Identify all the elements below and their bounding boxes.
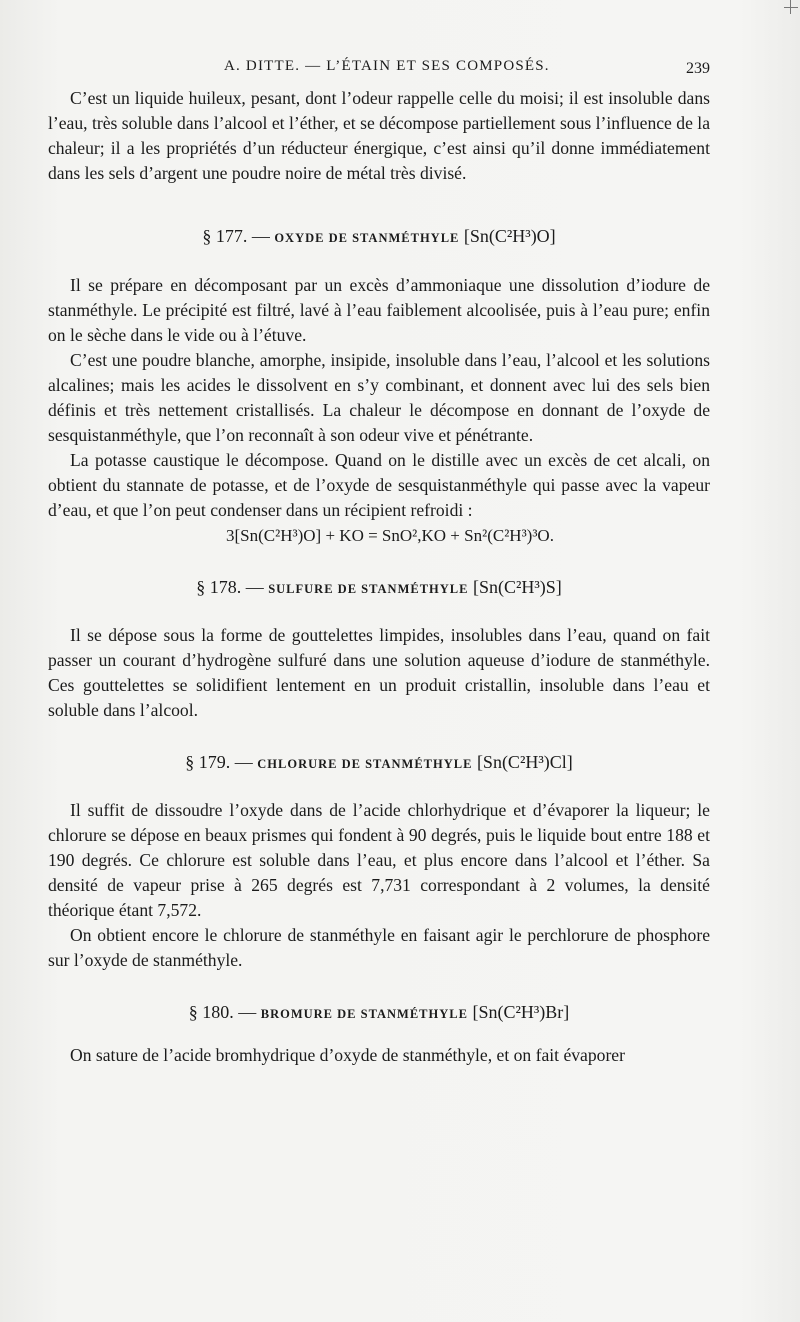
paragraph: Il suffit de dissoudre l’oxyde dans de l’acide chlorhydrique et d’évaporer la liqueur; le chlorure se dépose en beaux prismes qui fondent à 90 degrés, puis le liquide bout entre 188 et 190 degrés. Ce chlorure est soluble dans l’eau, et plus encore dans l’alcool et l’éther. Sa densité de vapeur prise à 265 degrés est 7,731 correspondant à 2 volumes, la densité théorique étant 7,572. <box>48 800 710 920</box>
section-heading-178 <box>48 575 710 602</box>
section-label: § 179. — <box>185 752 253 772</box>
section-formula: [Sn(C²H³)S] <box>472 577 562 597</box>
intro-paragraph: C’est un liquide huileux, pesant, dont l’odeur rappelle celle du moisi; il est insoluble dans l’eau, très soluble dans l’alcool et l’éther, et se décompose partiellement sous l’influence de la chaleur; il a les propriétés d’un réducteur énergique, c’est ainsi qu’il donne immédiatement dans les sels d’argent une poudre noire de métal très divisé. <box>48 88 710 183</box>
page-body <box>48 86 710 1068</box>
paragraph: C’est une poudre blanche, amorphe, insipide, insoluble dans l’eau, l’alcool et les solutions alcalines; mais les acides le dissolvent en s’y combinant, et donnent avec lui des sels bien définis et très nettement cristallisés. La chaleur le décompose en donnant de l’oxyde de sesquistanméthyle, que l’on reconnaît à son odeur vive et pénétrante. <box>48 350 710 445</box>
section-formula: [Sn(C²H³)O] <box>463 226 556 246</box>
section-label: § 180. — <box>188 1002 257 1022</box>
chemical-equation: 3[Sn(C²H³)O] + KO = SnO²,KO + Sn²(C²H³)³O. <box>226 526 554 545</box>
section-formula: [Sn(C²H³)Cl] <box>476 752 573 772</box>
section-formula: [Sn(C²H³)Br] <box>472 1002 570 1022</box>
section-label: § 177. — <box>202 226 270 246</box>
section-label: § 178. — <box>196 577 264 597</box>
paragraph: On obtient encore le chlorure de stanméthyle en faisant agir le perchlorure de phosphore sur l’oxyde de stanméthyle. <box>48 925 710 970</box>
section-heading-177 <box>48 224 710 251</box>
page-number: 239 <box>686 60 710 77</box>
section-heading-179 <box>48 750 710 777</box>
paragraph: On sature de l’acide bromhydrique d’oxyde de stanméthyle, et on fait évaporer <box>70 1045 625 1065</box>
paragraph: Il se dépose sous la forme de gouttelettes limpides, insolubles dans l’eau, quand on fait passer un courant d’hydrogène sulfuré dans une solution aqueuse d’iodure de stanméthyle. Ces gouttelettes se solidifient lentement en un produit cristallin, insoluble dans l’eau et soluble dans l’alcool. <box>48 625 710 720</box>
section-name: OXYDE DE STANMÉTHYLE <box>274 231 460 245</box>
running-title: A. DITTE. — L’ÉTAIN ET SES COMPOSÉS. <box>224 58 550 74</box>
section-heading-180 <box>48 1000 710 1027</box>
paragraph: Il se prépare en décomposant par un excès d’ammoniaque une dissolution d’iodure de stanméthyle. Le précipité est filtré, lavé à l’eau faiblement alcoolisée, puis à l’eau pure; enfin on le sèche dans le vide ou à l’étuve. <box>48 275 710 345</box>
section-name: CHLORURE DE STANMÉTHYLE <box>257 757 473 771</box>
paragraph: La potasse caustique le décompose. Quand on le distille avec un excès de cet alcali, on obtient du stannate de potasse, et de l’oxyde de sesquistanméthyle qui passe avec la vapeur d’eau, et que l’on peut condenser dans un récipient refroidi : <box>48 450 710 520</box>
section-name: BROMURE DE STANMÉTHYLE <box>260 1007 468 1021</box>
running-header <box>48 54 710 80</box>
section-name: SULFURE DE STANMÉTHYLE <box>268 582 469 596</box>
crop-mark <box>784 0 798 14</box>
